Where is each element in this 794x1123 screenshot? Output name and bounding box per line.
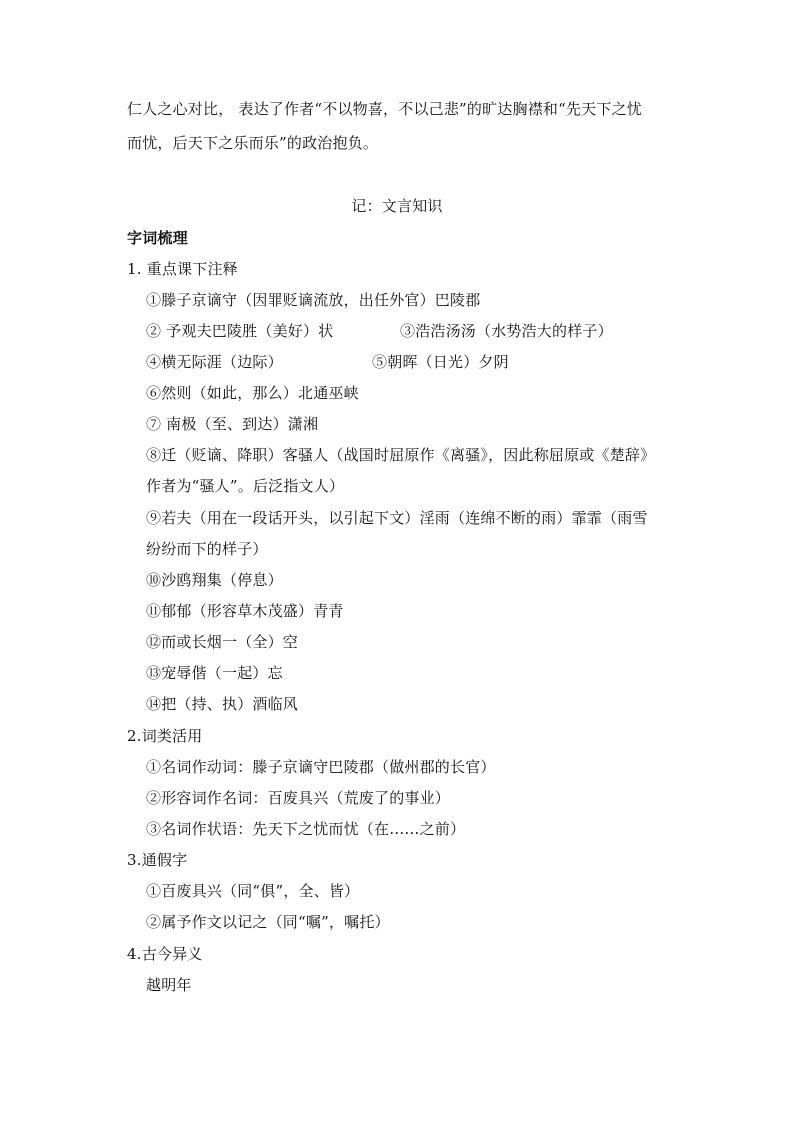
part2-title: 2.词类活用 bbox=[127, 727, 203, 745]
part4-item: 越明年 bbox=[146, 976, 192, 994]
part1-item: ⑤朝晖（日光）夕阴 bbox=[372, 353, 509, 371]
part1-item: ⑦ 南极（至、到达）潇湘 bbox=[146, 415, 319, 433]
part1-item: ⑭把（持、执）酒临风 bbox=[146, 695, 299, 713]
part1-item: ①滕子京谪守（因罪贬谪流放，出任外官）巴陵郡 bbox=[146, 291, 481, 309]
intro-line-2: 而忧，后天下之乐而乐”的政治抱负。 bbox=[127, 134, 379, 152]
part2-item: ③名词作状语：先天下之忧而忧（在……之前） bbox=[146, 820, 466, 838]
part1-item: ⑧迁（贬谪、降职）客骚人（战国时屈原作《离骚》，因此称屈原或《楚辞》 bbox=[146, 446, 656, 464]
part3-item: ①百废具兴（同“俱”，全、皆） bbox=[146, 882, 360, 900]
part1-item-continuation: 作者为“骚人”。后泛指文人） bbox=[146, 477, 345, 495]
part1-item: ⑬宠辱偕（一起）忘 bbox=[146, 664, 283, 682]
part1-item: ⑨若夫（用在一段话开头，以引起下文）淫雨（连绵不断的雨）霏霏（雨雪 bbox=[146, 509, 648, 527]
section-title: 记：文言知识 bbox=[351, 197, 443, 215]
part1-item: ③浩浩汤汤（水势浩大的样子） bbox=[400, 322, 613, 340]
part1-item: ② 予观夫巴陵胜（美好）状 bbox=[146, 322, 334, 340]
part1-item: ⑩沙鸥翔集（停息） bbox=[146, 571, 283, 589]
subsection-title: 字词梳理 bbox=[127, 229, 188, 247]
part2-item: ①名词作动词：滕子京谪守巴陵郡（做州郡的长官） bbox=[146, 758, 496, 776]
part1-item: ⑥然则（如此，那么）北通巫峡 bbox=[146, 384, 359, 402]
part1-item: ⑫而或长烟一（全）空 bbox=[146, 633, 299, 651]
part3-title: 3.通假字 bbox=[127, 851, 188, 869]
part4-title: 4.古今异义 bbox=[127, 945, 203, 963]
part1-item: ⑪郁郁（形容草木茂盛）青青 bbox=[146, 602, 344, 620]
part2-item: ②形容词作名词：百废具兴（荒废了的事业） bbox=[146, 789, 451, 807]
part1-item: ④横无际涯（边际） bbox=[146, 353, 283, 371]
part3-item: ②属予作文以记之（同“嘱”，嘱托） bbox=[146, 913, 390, 931]
part1-title: 1. 重点课下注释 bbox=[127, 260, 238, 278]
intro-line-1: 仁人之心对比， 表达了作者“不以物喜，不以己悲”的旷达胸襟和“先天下之忧 bbox=[127, 100, 642, 118]
part1-item-continuation: 纷纷而下的样子） bbox=[146, 540, 268, 558]
